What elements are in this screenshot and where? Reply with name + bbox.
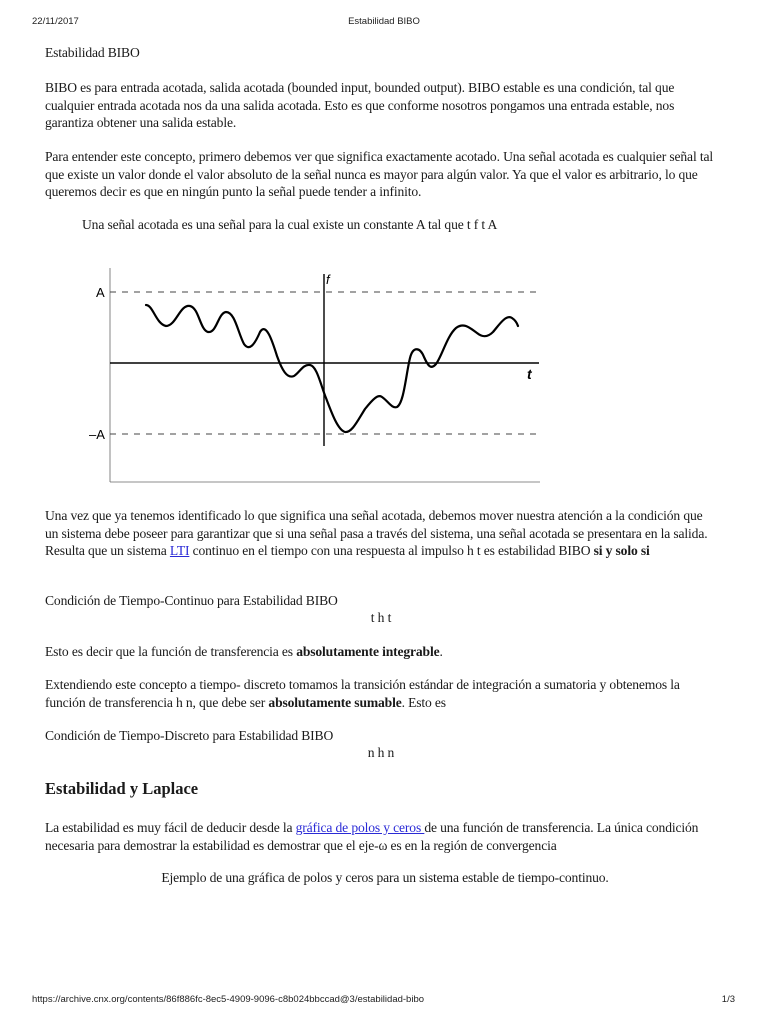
discrete-condition-label: Condición de Tiempo-Discreto para Estabilidad BIBO (45, 728, 334, 743)
footer-url: https://archive.cnx.org/contents/86f886fc-8ec5-4909-9096-c8b024bbccad@3/estabilidad-bibo (32, 994, 425, 1005)
page-number: 1/3 (721, 994, 735, 1005)
page-footer (0, 994, 768, 1008)
print-title: Estabilidad BIBO (348, 16, 420, 27)
example-caption: Ejemplo de una gráfica de polos y ceros para un sistema estable de tiempo-continuo. (161, 870, 609, 885)
paragraph-system-condition: Una vez que ya tenemos identificado lo que significa una señal acotada, debemos mover nuestra atención a la condición que un sistema debe poseer para garantizar que si una señal pasa a través del sistema, una señal acotada se presentara en la salida. Resulta que un sistema LTI continuo en el tiempo con una respuesta al impulso h t es estabilidad BIBO si y solo si (45, 508, 708, 558)
paragraph-discrete-extension: Extendiendo este concepto a tiempo- discreto tomamos la transición estándar de integración a sumatoria y obtenemos la función de transferencia h n, que debe ser absolutamente sumable. Esto es (45, 677, 680, 710)
signal-curve (146, 305, 518, 432)
label-f: f (326, 272, 330, 287)
continuous-condition-formula: t h t (370, 610, 392, 625)
paragraph-laplace: La estabilidad es muy fácil de deducir desde la gráfica de polos y ceros de una función de transferencia. La única condición necesaria para demostrar la estabilidad es demostrar que el eje-ω es en la región de convergencia (45, 820, 699, 853)
label-t: t (527, 366, 532, 382)
doc-title: Estabilidad BIBO (45, 45, 140, 60)
section-heading-laplace: Estabilidad y Laplace (45, 779, 199, 798)
bounded-signal-figure (86, 266, 546, 486)
bounded-signal-definition: Una señal acotada es una señal para la cual existe un constante A tal que t f t A (82, 217, 498, 232)
label-A: A (96, 285, 105, 300)
discrete-condition-formula: n h n (367, 745, 395, 760)
label-negA: –A (89, 427, 105, 442)
pole-zero-plot-link[interactable]: gráfica de polos y ceros (295, 820, 425, 835)
paragraph-bounded-concept: Para entender este concepto, primero debemos ver que significa exactamente acotado. Una señal acotada es cualquier señal tal que existe un valor donde el valor absoluto de la señal nunca es mayor para algún valor. Ya que el valor es arbitrario, lo que queremos decir es que en ningún punto la señal puede tender a infinito. (45, 149, 713, 199)
paragraph-integrable: Esto es decir que la función de transferencia es absolutamente integrable. (45, 644, 443, 659)
paragraph-bibo-intro: BIBO es para entrada acotada, salida acotada (bounded input, bounded output). BIBO estable es una condición, tal que cualquier entrada acotada nos da una salida acotada. Esto es que conforme nosotros pongamos una entrada estable, nos garantiza obtener una salida estable. (45, 80, 675, 130)
continuous-condition-label: Condición de Tiempo-Continuo para Estabilidad BIBO (45, 593, 338, 608)
lti-link[interactable]: LTI (169, 543, 190, 558)
page-header (0, 16, 768, 30)
print-date: 22/11/2017 (32, 16, 79, 27)
